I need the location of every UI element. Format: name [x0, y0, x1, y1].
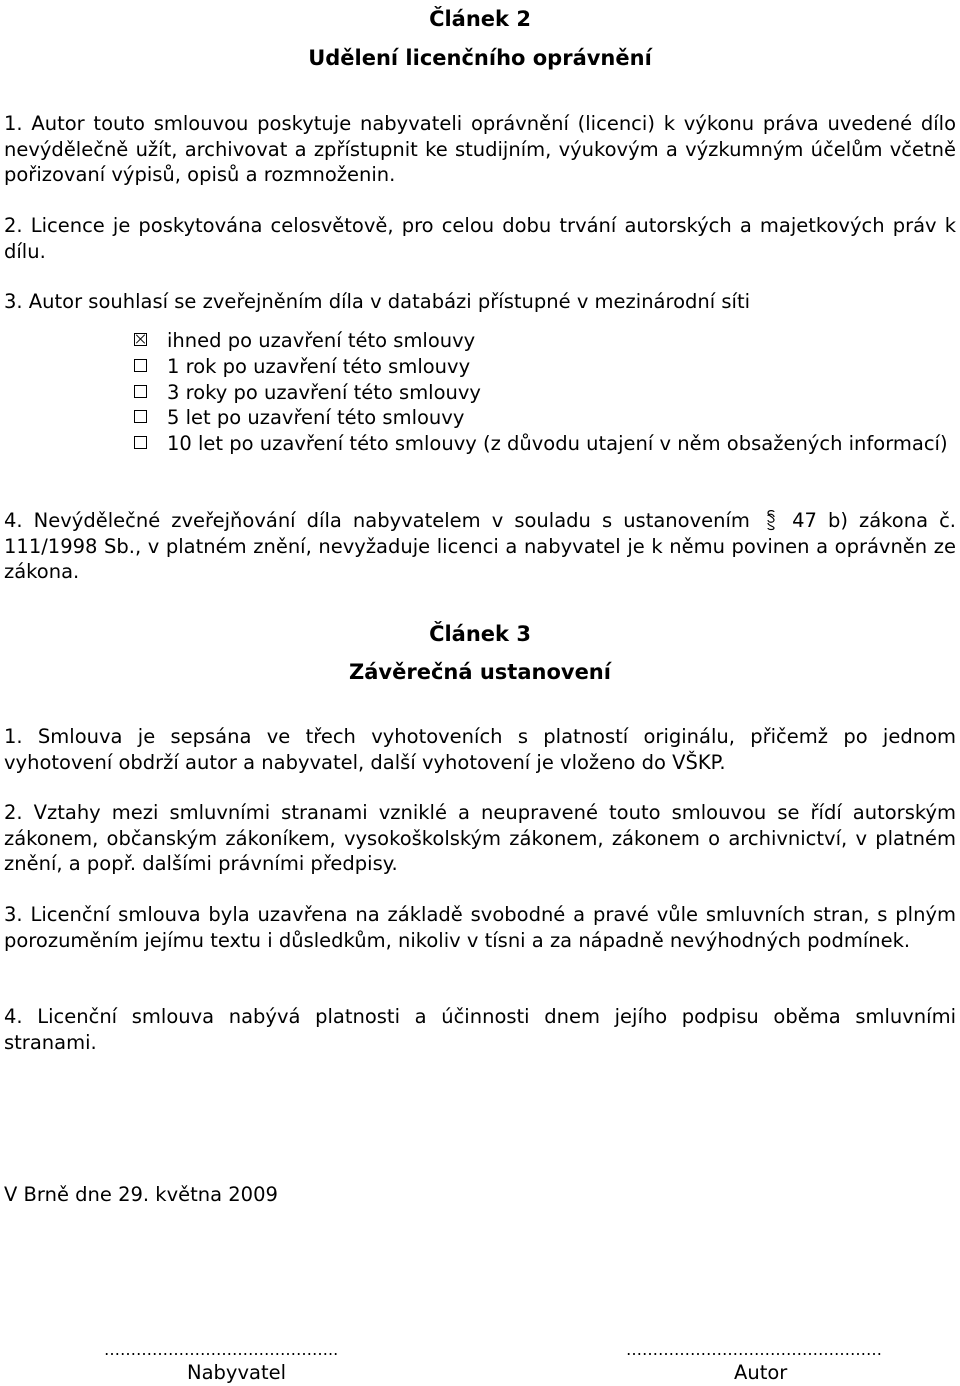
- checkbox-empty-icon: [134, 385, 147, 398]
- article-2-title: Článek 2: [429, 7, 531, 31]
- article-2-paragraph-4: [4, 508, 956, 585]
- option-label: 5 let po uzavření této smlouvy: [167, 406, 465, 429]
- section-sign-icon: [765, 509, 777, 531]
- article-3-title: Článek 3: [429, 622, 531, 646]
- option-label: 3 roky po uzavření této smlouvy: [167, 381, 481, 404]
- checkbox-empty-icon: [134, 436, 147, 449]
- article-2-paragraph-2: 2. Licence je poskytována celosvětově, pro celou dobu trvání autorských a majetkových práv k dílu.: [4, 214, 956, 263]
- article-2-paragraph-1: 1. Autor touto smlouvou poskytuje nabyvateli oprávnění (licenci) k výkonu práva uvedené dílo nevýdělečně užít, archivovat a zpřístupnit ke studijním, výukovým a výzkumným účelům včetně pořizovaní výpisů, opisů a rozmnoženin.: [4, 112, 956, 186]
- option-label: ihned po uzavření této smlouvy: [167, 329, 476, 352]
- option-label: 10 let po uzavření této smlouvy (z důvodu utajení v něm obsažených informací): [167, 432, 948, 455]
- paragraph-4-part-b: 47 b) zákona č. 111/1998 Sb., v platném znění, nevyžaduje licenci a nabyvatel je k němu povinen a oprávněn ze zákona.: [4, 509, 957, 583]
- signature-line-left: ……………………………………..: [104, 1340, 339, 1359]
- signature-label-right: Autor: [734, 1361, 788, 1384]
- signature-label-left: Nabyvatel: [187, 1361, 287, 1384]
- checkbox-empty-icon: [134, 359, 147, 372]
- option-label: 1 rok po uzavření této smlouvy: [167, 355, 471, 378]
- article-3-paragraph-1: 1. Smlouva je sepsána ve třech vyhotoveních s platností originálu, přičemž po jednom vyhotovení obdrží autor a nabyvatel, další vyhotovení je vloženo do VŠKP.: [4, 725, 956, 774]
- signature-line-right: …………………………………………: [626, 1340, 882, 1359]
- article-3-paragraph-2: 2. Vztahy mezi smluvními stranami vzniklé a neupravené touto smlouvou se řídí autorským zákonem, občanským zákoníkem, vysokoškolským zákonem, zákonem o archivnictví, v platném znění, a popř. dalšími právními předpisy.: [4, 801, 956, 875]
- paragraph-4-part-a: 4. Nevýdělečné zveřejňování díla nabyvatelem v souladu s ustanovením: [4, 509, 750, 532]
- checkbox-checked-icon: [134, 333, 147, 346]
- article-2-subtitle: Udělení licenčního oprávnění: [308, 46, 652, 70]
- place-and-date: V Brně dne 29. května 2009: [4, 1183, 278, 1206]
- article-3-subtitle: Závěrečná ustanovení: [349, 660, 611, 684]
- checkbox-empty-icon: [134, 410, 147, 423]
- article-3-paragraph-4: 4. Licenční smlouva nabývá platnosti a účinnosti dnem jejího podpisu oběma smluvními stranami.: [4, 1005, 956, 1054]
- article-2-paragraph-3: 3. Autor souhlasí se zveřejněním díla v databázi přístupné v mezinárodní síti: [4, 290, 751, 313]
- article-3-paragraph-3: 3. Licenční smlouva byla uzavřena na základě svobodné a pravé vůle smluvních stran, s plným porozuměním jejímu textu i důsledkům, nikoliv v tísni a za nápadně nevýhodných podmínek.: [4, 903, 956, 952]
